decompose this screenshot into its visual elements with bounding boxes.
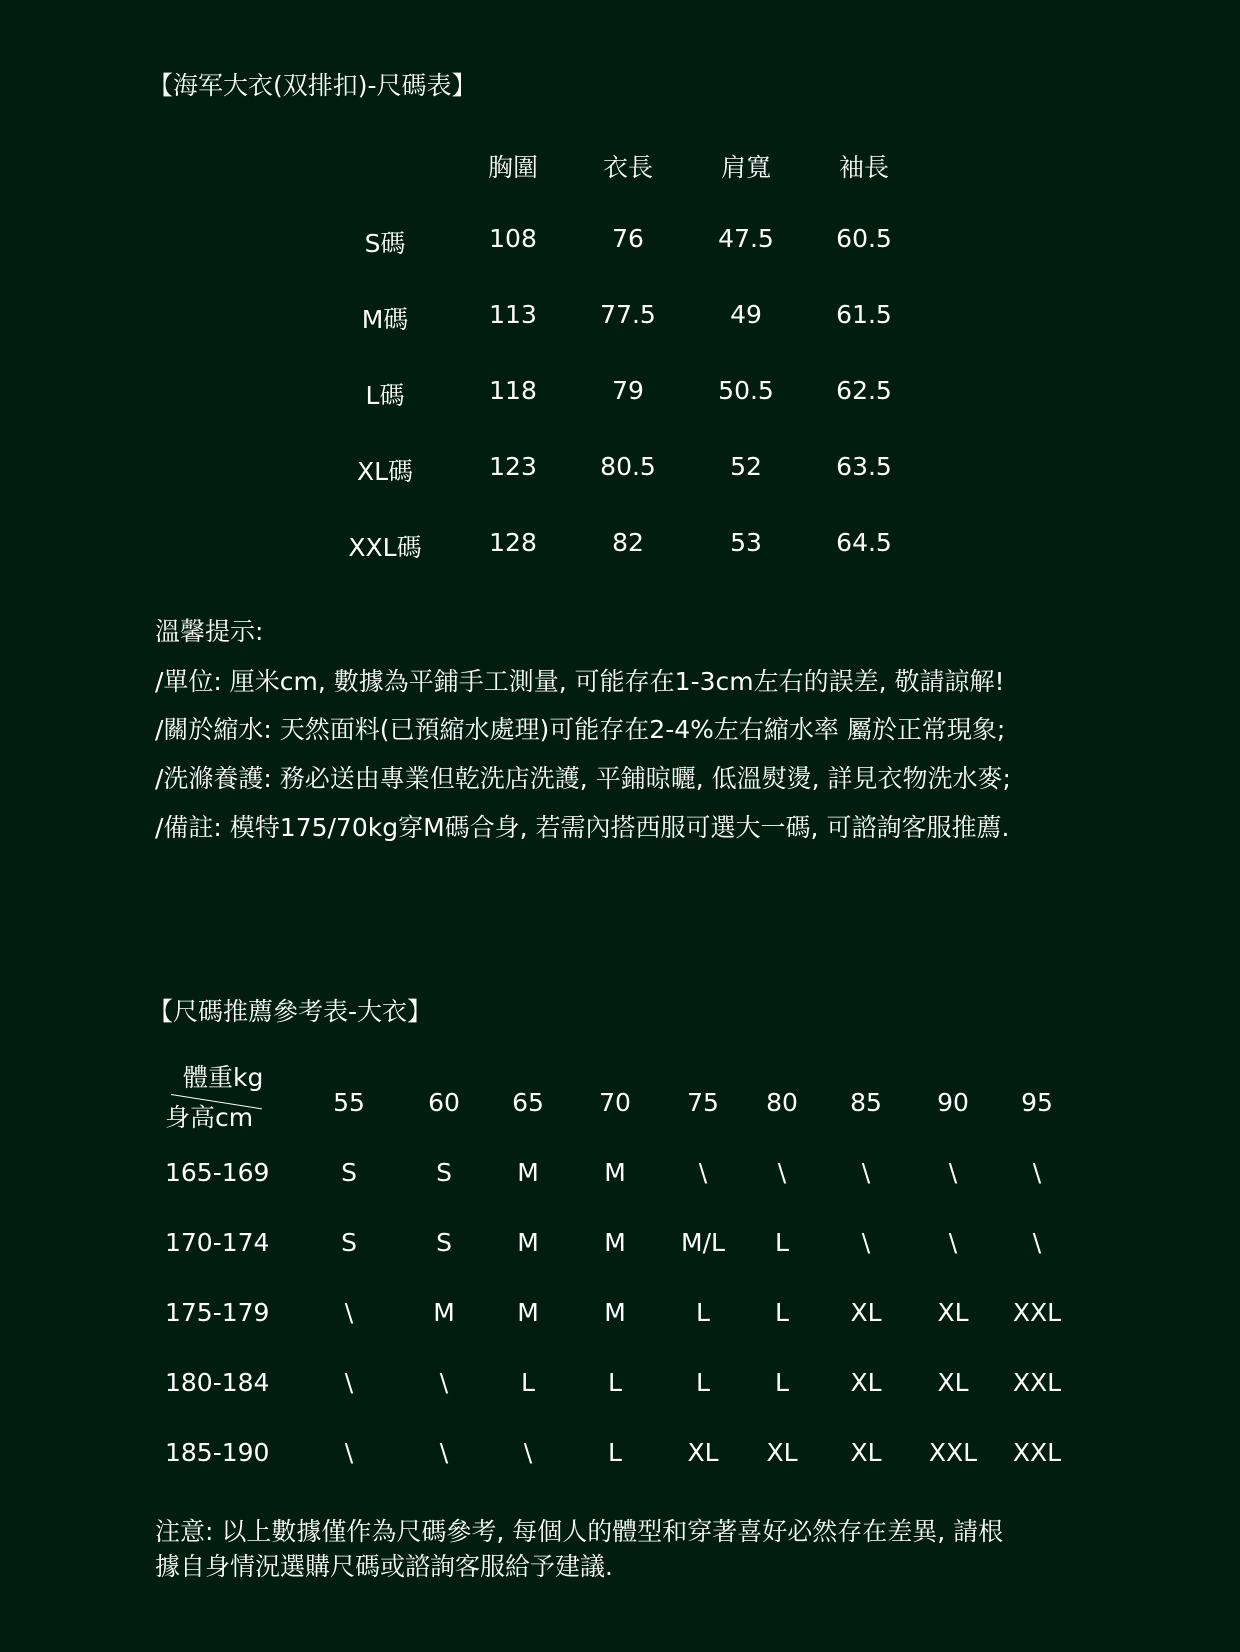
size-label: XXL碼 (348, 533, 422, 562)
size-chart-title: 【海军大衣(双排扣)-尺碼表】 (148, 71, 477, 100)
recommend-chart-title: 【尺碼推薦參考表-大衣】 (148, 997, 433, 1026)
recommend-size-cell: XXL (928, 1438, 978, 1467)
recommend-size-cell: \ (948, 1158, 958, 1187)
recommend-size-cell: L (696, 1368, 710, 1397)
weight-header-cell: 75 (687, 1088, 719, 1117)
recommend-size-cell: XL (850, 1298, 882, 1327)
recommend-size-cell: S (341, 1228, 357, 1257)
recommend-size-cell: M (517, 1158, 539, 1187)
recommend-size-cell: \ (523, 1438, 533, 1467)
size-value-cell: 60.5 (836, 224, 892, 253)
weight-header-cell: 70 (599, 1088, 631, 1117)
size-label: S碼 (364, 229, 406, 258)
size-value-cell: 47.5 (718, 224, 774, 253)
size-value-cell: 82 (612, 528, 644, 557)
corner-weight-label: 體重kg (183, 1063, 264, 1092)
size-value-cell: 80.5 (600, 452, 656, 481)
tips-line: /備註: 模特175/70kg穿M碼合身, 若需內搭西服可選大一碼, 可諮詢客服推薦. (155, 813, 1010, 842)
size-value-cell: 79 (612, 376, 644, 405)
recommend-size-cell: L (521, 1368, 535, 1397)
recommend-size-cell: \ (344, 1438, 354, 1467)
column-header-chest: 胸圍 (487, 153, 539, 182)
weight-header-cell: 60 (428, 1088, 460, 1117)
height-range-label: 185-190 (165, 1438, 270, 1467)
recommend-size-cell: L (775, 1298, 789, 1327)
size-value-cell: 63.5 (836, 452, 892, 481)
recommend-size-cell: L (696, 1298, 710, 1327)
recommend-size-cell: \ (344, 1368, 354, 1397)
recommend-size-cell: \ (948, 1228, 958, 1257)
size-value-cell: 108 (489, 224, 537, 253)
recommend-size-cell: \ (439, 1368, 449, 1397)
size-value-cell: 52 (730, 452, 762, 481)
size-label: L碼 (365, 381, 405, 410)
recommend-size-cell: L (775, 1228, 789, 1257)
recommend-size-cell: S (341, 1158, 357, 1187)
size-value-cell: 118 (489, 376, 537, 405)
recommend-size-cell: M (604, 1298, 626, 1327)
recommend-size-cell: \ (1032, 1158, 1042, 1187)
height-range-label: 180-184 (165, 1368, 270, 1397)
size-value-cell: 77.5 (600, 300, 656, 329)
weight-header-cell: 85 (850, 1088, 882, 1117)
size-value-cell: 123 (489, 452, 537, 481)
recommend-size-cell: M (517, 1298, 539, 1327)
column-header-shoulder: 肩寬 (720, 153, 772, 182)
weight-header-cell: 80 (766, 1088, 798, 1117)
recommend-size-cell: \ (861, 1158, 871, 1187)
recommend-size-cell: \ (344, 1298, 354, 1327)
size-value-cell: 49 (730, 300, 762, 329)
recommend-size-cell: \ (777, 1158, 787, 1187)
recommend-size-cell: XL (850, 1438, 882, 1467)
recommend-size-cell: XXL (1012, 1368, 1062, 1397)
size-value-cell: 61.5 (836, 300, 892, 329)
weight-header-cell: 65 (512, 1088, 544, 1117)
recommend-size-cell: XXL (1012, 1438, 1062, 1467)
recommend-size-cell: S (436, 1158, 452, 1187)
corner-height-label: 身高cm (165, 1103, 254, 1132)
tips-heading: 溫馨提示: (155, 617, 264, 646)
recommend-size-cell: XL (937, 1368, 969, 1397)
footer-note-line: 注意: 以上數據僅作為尺碼參考, 每個人的體型和穿著喜好必然存在差異, 請根 (155, 1517, 1004, 1546)
size-value-cell: 50.5 (718, 376, 774, 405)
size-label: XL碼 (356, 457, 414, 486)
size-value-cell: 113 (489, 300, 537, 329)
size-value-cell: 64.5 (836, 528, 892, 557)
recommend-size-cell: XL (850, 1368, 882, 1397)
recommend-size-cell: M/L (681, 1228, 725, 1257)
size-value-cell: 76 (612, 224, 644, 253)
column-header-sleeve: 袖長 (838, 153, 890, 182)
tips-line: /洗滌養護: 務必送由專業但乾洗店洗護, 平鋪晾曬, 低溫熨燙, 詳見衣物洗水麥; (155, 764, 1011, 793)
weight-header-cell: 95 (1021, 1088, 1053, 1117)
recommend-size-cell: XL (937, 1298, 969, 1327)
weight-header-cell: 55 (333, 1088, 365, 1117)
tips-line: /關於縮水: 天然面料(已預縮水處理)可能存在2-4%左右縮水率 屬於正常現象; (155, 715, 1006, 744)
size-value-cell: 53 (730, 528, 762, 557)
height-range-label: 175-179 (165, 1298, 270, 1327)
footer-note-line: 據自身情況選購尺碼或諮詢客服給予建議. (155, 1552, 613, 1581)
recommend-size-cell: XL (687, 1438, 719, 1467)
recommend-size-cell: XXL (1012, 1298, 1062, 1327)
size-value-cell: 128 (489, 528, 537, 557)
height-range-label: 165-169 (165, 1158, 270, 1187)
weight-header-cell: 90 (937, 1088, 969, 1117)
recommend-size-cell: M (604, 1228, 626, 1257)
recommend-size-cell: L (775, 1368, 789, 1397)
height-range-label: 170-174 (165, 1228, 270, 1257)
recommend-size-cell: \ (1032, 1228, 1042, 1257)
recommend-size-cell: L (608, 1368, 622, 1397)
tips-line: /單位: 厘米cm, 數據為平鋪手工測量, 可能存在1-3cm左右的誤差, 敬請諒解! (155, 667, 1005, 696)
size-label: M碼 (361, 305, 409, 334)
recommend-size-cell: \ (439, 1438, 449, 1467)
recommend-size-cell: S (436, 1228, 452, 1257)
recommend-size-cell: M (517, 1228, 539, 1257)
recommend-size-cell: XL (766, 1438, 798, 1467)
recommend-size-cell: M (433, 1298, 455, 1327)
recommend-size-cell: L (608, 1438, 622, 1467)
column-header-length: 衣長 (602, 153, 654, 182)
recommend-size-cell: \ (698, 1158, 708, 1187)
recommend-size-cell: M (604, 1158, 626, 1187)
size-value-cell: 62.5 (836, 376, 892, 405)
recommend-size-cell: \ (861, 1228, 871, 1257)
